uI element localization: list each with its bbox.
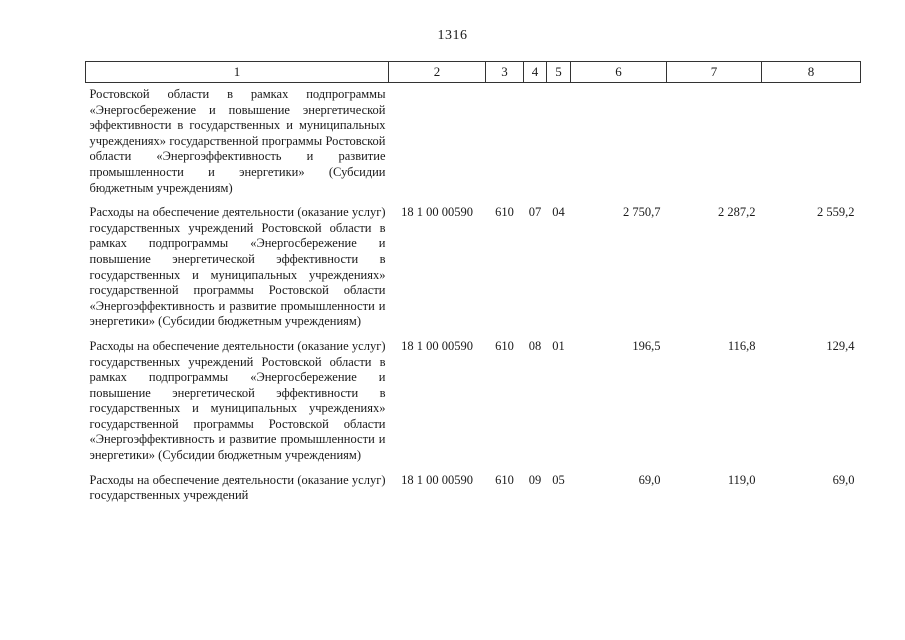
row-value-6	[571, 83, 667, 202]
row-expense-type: 610	[495, 472, 514, 487]
row-subsection	[547, 83, 571, 202]
row-value-8: 129,4	[826, 338, 855, 353]
row-value-8: 2 559,2	[817, 205, 855, 220]
row-expense-type	[486, 83, 524, 202]
row-value-8	[762, 83, 861, 202]
row-value-6: 196,5	[632, 338, 661, 353]
row-value-7: 116,8	[727, 338, 756, 353]
page-number: 1316	[437, 28, 468, 43]
row-value-6: 2 750,7	[623, 205, 661, 220]
row-expense-type: 610	[495, 338, 514, 353]
row-name: Расходы на обеспечение деятельности (оказание услуг) государственных учреждений Ростовской области в рамках подпрограммы «Энергосбережение и повышение энергетической эффективности в государственных и муниципальных учреждениях» государственной программы Ростовской области «Энергоэффективность и развитие промышленности и энергетики» (Субсидии бюджетным учреждениям)	[89, 338, 386, 463]
row-section: 08	[528, 338, 542, 353]
row-value-7	[667, 83, 762, 202]
header-col-2: 2	[389, 62, 486, 83]
budget-table	[85, 61, 861, 509]
row-target-code: 18 1 00 00590	[401, 338, 473, 353]
header-row	[86, 62, 861, 83]
row-target-code: 18 1 00 00590	[401, 205, 473, 220]
header-col-5: 5	[547, 62, 571, 83]
header-col-6: 6	[571, 62, 667, 83]
row-subsection: 01	[552, 338, 565, 353]
row-value-8: 69,0	[832, 472, 855, 487]
table-row	[86, 201, 861, 335]
row-name: Расходы на обеспечение деятельности (оказание услуг) государственных учреждений	[89, 472, 386, 503]
table-row	[86, 335, 861, 469]
row-value-7: 119,0	[727, 472, 756, 487]
row-section	[524, 83, 547, 202]
row-target-code	[389, 83, 486, 202]
row-section: 09	[528, 472, 542, 487]
row-name: Ростовской области в рамках подпрограммы «Энергосбережение и повышение энергетической эффективности в государственных и муниципальных учреждениях» государственной программы Ростовской области «Энергоэффективность и развитие промышленности и энергетики» (Субсидии бюджетным учреждениям)	[89, 87, 386, 195]
row-subsection: 04	[552, 205, 565, 220]
row-name: Расходы на обеспечение деятельности (оказание услуг) государственных учреждений Ростовской области в рамках подпрограммы «Энергосбережение и повышение энергетической эффективности в государственных и муниципальных учреждениях» государственной программы Ростовской области «Энергоэффективность и развитие промышленности и энергетики» (Субсидии бюджетным учреждениям)	[89, 205, 386, 329]
row-subsection: 05	[552, 472, 565, 487]
row-value-6: 69,0	[638, 472, 661, 487]
row-expense-type: 610	[495, 205, 514, 220]
table-row	[86, 83, 861, 202]
header-col-7: 7	[667, 62, 762, 83]
header-col-4: 4	[524, 62, 547, 83]
row-target-code: 18 1 00 00590	[401, 472, 473, 487]
table-row	[86, 469, 861, 509]
header-col-3: 3	[486, 62, 524, 83]
row-value-7: 2 287,2	[718, 205, 756, 220]
header-col-1: 1	[86, 62, 389, 83]
row-section: 07	[528, 205, 542, 220]
header-col-8: 8	[762, 62, 861, 83]
